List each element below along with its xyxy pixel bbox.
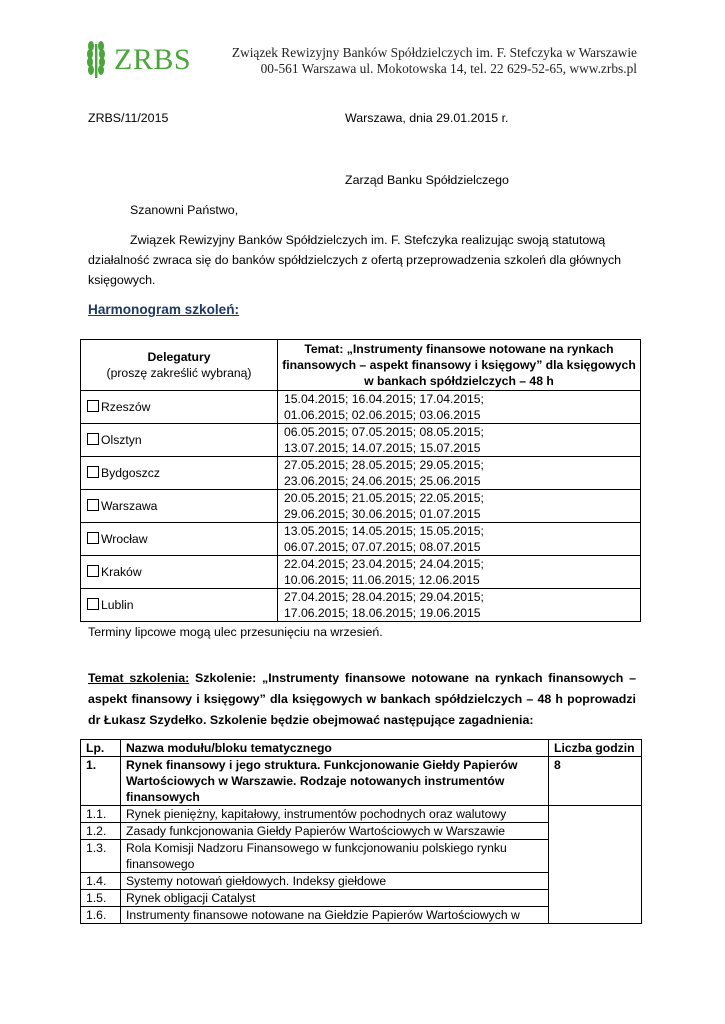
- dates-line: 17.06.2015; 18.06.2015; 19.06.2015: [284, 606, 481, 620]
- schedule-heading-wrap: [88, 302, 239, 317]
- dates-line: 29.06.2015; 30.06.2015; 01.07.2015: [284, 507, 481, 521]
- dates-cell: [278, 556, 641, 589]
- topic-header: Temat: „Instrumenty finansowe notowane na rynkach finansowych – aspekt finansowy i księgowy” dla księgowych w bankach spółdzielczych – 48 h: [278, 340, 641, 391]
- module-lp: 1.: [81, 757, 121, 806]
- hours-header: Liczba godzin: [549, 740, 642, 757]
- city-label: Bydgoszcz: [101, 466, 160, 480]
- delegation-header: [81, 340, 278, 391]
- checkbox-icon[interactable]: [87, 532, 99, 544]
- item-lp: 1.3.: [81, 840, 121, 873]
- item-lp: 1.4.: [81, 873, 121, 890]
- letter-date: Warszawa, dnia 29.01.2015 r.: [345, 111, 509, 125]
- table-row: [81, 490, 641, 523]
- dates-cell: [278, 589, 641, 622]
- city-cell[interactable]: [81, 523, 278, 556]
- table-row: [81, 523, 641, 556]
- checkbox-icon[interactable]: [87, 466, 99, 478]
- org-address: 00-561 Warszawa ul. Mokotowska 14, tel. 22 629-52-65, www.zrbs.pl: [260, 61, 637, 76]
- dates-line: 13.07.2015; 14.07.2015; 15.07.2015: [284, 441, 481, 455]
- dates-line: 01.06.2015; 02.06.2015; 03.06.2015: [284, 408, 481, 422]
- dates-cell: [278, 523, 641, 556]
- delegation-title: Delegatury: [147, 350, 211, 364]
- item-name: Rynek obligacji Catalyst: [121, 890, 549, 907]
- item-lp: 1.2.: [81, 823, 121, 840]
- table-row: [81, 457, 641, 490]
- table-row: [81, 424, 641, 457]
- item-lp: 1.1.: [81, 806, 121, 823]
- dates-line: 13.05.2015; 14.05.2015; 15.05.2015;: [284, 524, 484, 538]
- wheat-logo-icon: [84, 40, 108, 78]
- item-lp: 1.6.: [81, 907, 121, 924]
- checkbox-icon[interactable]: [87, 433, 99, 445]
- module-name: Rynek finansowy i jego struktura. Funkcjonowanie Giełdy Papierów Wartościowych w Warszawie. Rodzaje notowanych instrumentów finansowych: [121, 757, 549, 806]
- reference-number: ZRBS/11/2015: [88, 111, 169, 125]
- city-label: Lublin: [101, 598, 134, 612]
- logo-text: ZRBS: [114, 43, 192, 76]
- dates-line: 20.05.2015; 21.05.2015; 22.05.2015;: [284, 491, 484, 505]
- city-label: Rzeszów: [101, 400, 151, 414]
- table-row: [81, 757, 642, 806]
- dates-line: 27.04.2015; 28.04.2015; 29.04.2015;: [284, 590, 484, 604]
- dates-line: 10.06.2015; 11.06.2015; 12.06.2015: [284, 573, 480, 587]
- city-label: Warszawa: [101, 499, 158, 513]
- schedule-table: [80, 339, 641, 622]
- city-label: Wrocław: [101, 532, 148, 546]
- item-name: Instrumenty finansowe notowane na Giełdzie Papierów Wartościowych w: [121, 907, 549, 924]
- table-row: [81, 806, 642, 823]
- table-row: [81, 556, 641, 589]
- item-lp: 1.5.: [81, 890, 121, 907]
- addressee: Zarząd Banku Spółdzielczego: [345, 173, 509, 187]
- letter-body: Związek Rewizyjny Banków Spółdzielczych im. F. Stefczyka realizując swoją statutową działalność zwraca się do banków spółdzielczych z ofertą przeprowadzenia szkoleń dla głównych księgowych.: [88, 233, 622, 287]
- org-name: Związek Rewizyjny Banków Spółdzielczych im. F. Stefczyka w Warszawie: [231, 45, 637, 60]
- schedule-note: Terminy lipcowe mogą ulec przesunięciu na wrzesień.: [88, 625, 383, 639]
- schedule-heading: Harmonogram szkoleń:: [88, 302, 240, 317]
- table-row: [81, 391, 641, 424]
- city-cell[interactable]: [81, 589, 278, 622]
- item-name: Rynek pieniężny, kapitałowy, instrumentów pochodnych oraz walutowy: [121, 806, 549, 823]
- dates-line: 15.04.2015; 16.04.2015; 17.04.2015;: [284, 392, 484, 406]
- dates-line: 06.07.2015; 07.07.2015; 08.07.2015: [284, 540, 481, 554]
- dates-line: 27.05.2015; 28.05.2015; 29.05.2015;: [284, 458, 484, 472]
- zrbs-logo: [84, 40, 194, 80]
- dates-line: 22.04.2015; 23.04.2015; 24.04.2015;: [284, 557, 484, 571]
- dates-cell: [278, 391, 641, 424]
- hours-span-cell: [549, 806, 642, 924]
- item-name: Rola Komisji Nadzoru Finansowego w funkcjonowaniu polskiego rynku finansowego: [121, 840, 549, 873]
- checkbox-icon[interactable]: [87, 499, 99, 511]
- dates-cell: [278, 457, 641, 490]
- checkbox-icon[interactable]: [87, 598, 99, 610]
- city-cell[interactable]: [81, 391, 278, 424]
- delegation-subtitle: (proszę zakreślić wybraną): [106, 366, 252, 380]
- schedule-header-row: [81, 340, 641, 391]
- salutation: Szanowni Państwo,: [130, 203, 239, 217]
- city-cell[interactable]: [81, 424, 278, 457]
- module-hours: 8: [549, 757, 642, 806]
- topic-label: Temat szkolenia:: [88, 671, 190, 685]
- checkbox-icon[interactable]: [87, 565, 99, 577]
- dates-line: 23.06.2015; 24.06.2015; 25.06.2015: [284, 474, 481, 488]
- city-cell[interactable]: [81, 556, 278, 589]
- topic-text: Szkolenie: „Instrumenty finansowe notowane na rynkach finansowych – aspekt finansowy i księgowy” dla księgowych w bankach spółdzielczych – 48 h poprowadzi dr Łukasz Szydełko. Szkolenie będzie obejmować następujące zagadnienia:: [88, 671, 636, 727]
- table-row: [81, 589, 641, 622]
- checkbox-icon[interactable]: [87, 400, 99, 412]
- city-cell[interactable]: [81, 490, 278, 523]
- city-label: Kraków: [101, 565, 142, 579]
- lp-header: Lp.: [81, 740, 121, 757]
- city-cell[interactable]: [81, 457, 278, 490]
- city-label: Olsztyn: [101, 433, 142, 447]
- dates-cell: [278, 424, 641, 457]
- item-name: Zasady funkcjonowania Giełdy Papierów Wartościowych w Warszawie: [121, 823, 549, 840]
- dates-line: 06.05.2015; 07.05.2015; 08.05.2015;: [284, 425, 484, 439]
- module-name-header: Nazwa modułu/bloku tematycznego: [121, 740, 549, 757]
- item-name: Systemy notowań giełdowych. Indeksy giełdowe: [121, 873, 549, 890]
- topic-paragraph: [88, 668, 636, 731]
- modules-table: [80, 739, 642, 924]
- dates-cell: [278, 490, 641, 523]
- modules-header-row: [81, 740, 642, 757]
